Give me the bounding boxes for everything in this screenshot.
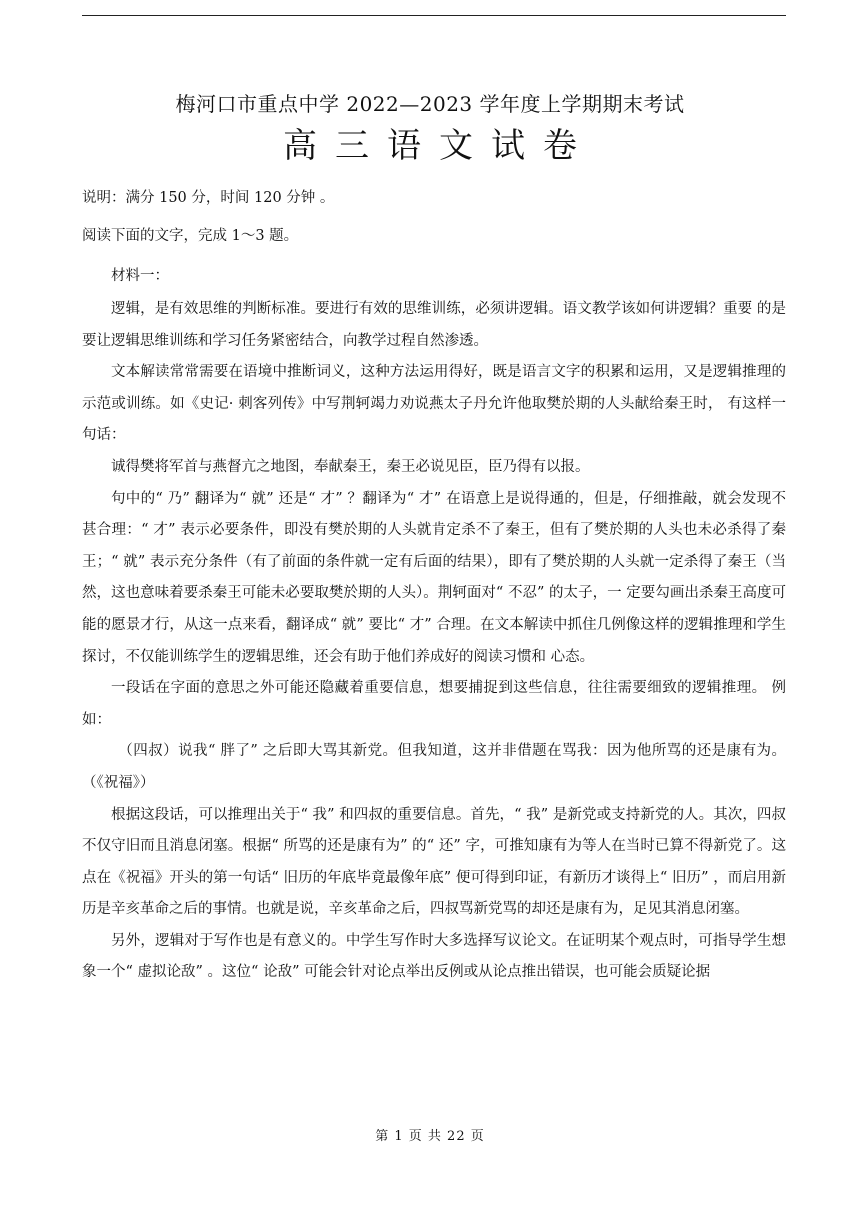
top-rule: [82, 15, 786, 16]
exam-title: 梅河口市重点中学 2022—2023 学年度上学期期末考试: [175, 92, 685, 116]
subject-title: 高三语文试卷: [283, 126, 595, 166]
paragraph: 根据这段话，可以推理出关于“ 我” 和四叔的重要信息。首先，“ 我” 是新党或支持新党的人。其次，四叔不仅守旧而且消息闭塞。根据“ 所骂的还是康有为” 的“ 还” 字，可推知康有为等人在当时已算不得新党了。这点在《祝福》开头的第一句话“ 旧历的年底毕竟最像年底” 便可得到印证，有新历才谈得上“ 旧历” ，而启用新历是辛亥革命之后的事情。也就是说，辛亥革命之后，四叔骂新党骂的却还是康有为，足见其消息闭塞。: [82, 806, 786, 918]
document-header: [0, 90, 860, 168]
reading-instruction: 阅读下面的文字，完成 1～3 题。: [82, 228, 299, 244]
paragraph: 另外，逻辑对于写作也是有意义的。中学生写作时大多选择写议论文。在证明某个观点时，可指导学生想象一个“ 虚拟论敌” 。这位“ 论敌” 可能会针对论点举出反例或从论点推出错误，也可能会质疑论据: [82, 932, 786, 981]
paragraph: 句中的“ 乃” 翻译为“ 就” 还是“ 才” ？翻译为“ 才” 在语意上是说得通的，但是，仔细推敲，就会发现不甚合理：“ 才” 表示必要条件，即没有樊於期的人头就肯定杀不了秦王，但有了樊於期的人头也未必杀得了秦王；“ 就” 表示充分条件（有了前面的条件就一定有后面的结果），即有了樊於期的人头就一定杀得了秦王（当然，这也意味着要杀秦王可能未必要取樊於期的人头）。荆轲面对“ 不忍” 的太子，一 定要勾画出杀秦王高度可能的愿景才行，从这一点来看，翻译成“ 就” 要比“ 才” 合理。在文本解读中抓住几例像这样的逻辑推理和学生探讨，不仅能训练学生的逻辑思维，还会有助于他们养成好的阅读习惯和 心态。: [82, 490, 786, 665]
paragraph: 一段话在字面的意思之外可能还隐藏着重要信息，想要捕捉到这些信息，往往需要细致的逻辑推理。 例如：: [82, 680, 786, 728]
page-footer: 第 1 页 共 22 页: [375, 1129, 485, 1144]
paragraph: 文本解读常常需要在语境中推断词义，这种方法运用得好，既是语言文字的积累和运用，又是逻辑推理的示范或训练。如《史记· 刺客列传》中写荆轲竭力劝说燕太子丹允许他取樊於期的人头献给秦王时， 有这样一句话：: [82, 364, 786, 444]
quotation: （四叔）说我“ 胖了” 之后即大骂其新党。但我知道，这并非借题在骂我：因为他所骂的还是康有为。（《祝福》）: [82, 743, 786, 791]
document-body: [82, 184, 786, 989]
paragraph: 逻辑，是有效思维的判断标准。要进行有效的思维训练，必须讲逻辑。语文教学该如何讲逻辑？重要 的是要让逻辑思维训练和学习任务紧密结合，向教学过程自然渗透。: [82, 301, 786, 349]
quotation: 诚得樊将军首与燕督亢之地图，奉献秦王，秦王必说见臣，臣乃得有以报。: [111, 458, 590, 475]
exam-note: 说明：满分 150 分，时间 120 分钟 。: [82, 190, 335, 206]
material-label: 材料一：: [111, 268, 169, 284]
